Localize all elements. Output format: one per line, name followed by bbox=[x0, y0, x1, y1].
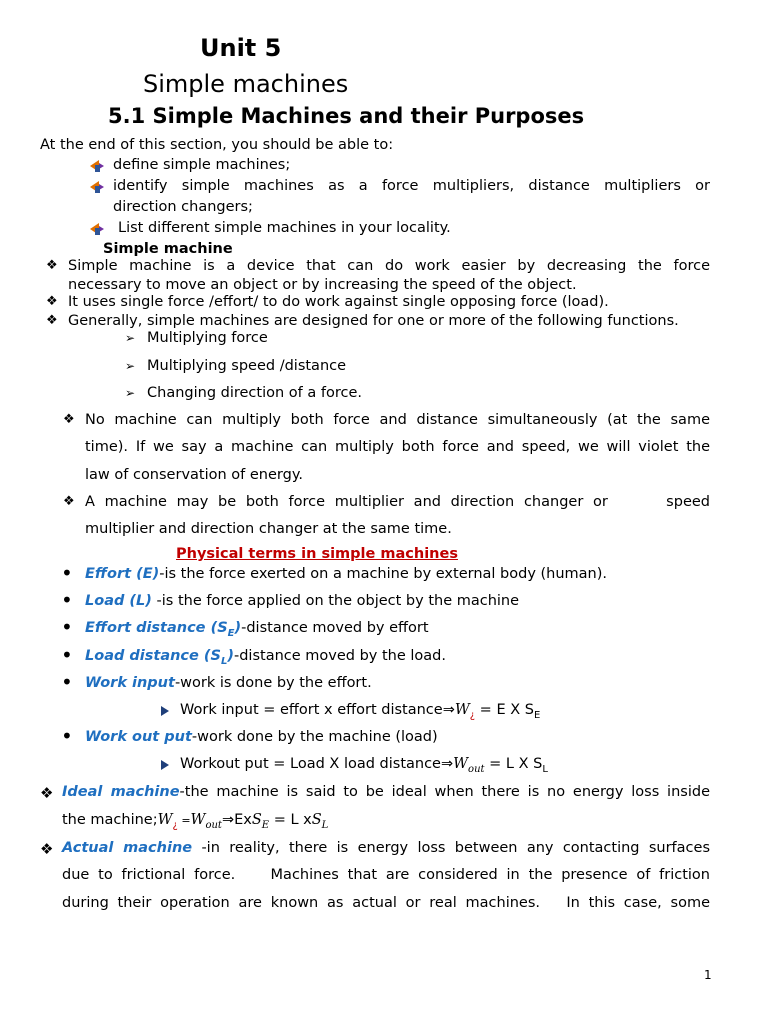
diamond-bullet-icon: ❖ bbox=[63, 494, 75, 509]
formula-variable: W bbox=[190, 812, 206, 828]
formula-subscript: L bbox=[321, 819, 329, 831]
equation-prefix: the machine; bbox=[62, 812, 158, 828]
formula-text: ⇒Ex bbox=[221, 812, 252, 828]
paragraph-line: multiplier and direction changer at the same time. bbox=[85, 521, 452, 537]
diamond-bullet-icon: ❖ bbox=[40, 840, 54, 858]
formula-variable: S bbox=[251, 812, 262, 828]
term-label: Load distance (S bbox=[85, 648, 221, 664]
unit-title: Unit 5 bbox=[200, 34, 282, 62]
formula-subscript: E bbox=[533, 709, 541, 721]
paragraph-line: during their operation are known as actual or real machines. In this case, some bbox=[62, 895, 710, 911]
formula-variable: W bbox=[157, 812, 173, 828]
term-label: Ideal machine bbox=[62, 784, 180, 800]
bullet-dot-icon: • bbox=[61, 643, 73, 667]
paragraph-line: law of conservation of energy. bbox=[85, 467, 303, 483]
term-label-close: ) bbox=[234, 620, 242, 636]
paragraph-line: time). If we say a machine can multiply both force and speed, we will violet the bbox=[85, 439, 710, 455]
formula-variable: W bbox=[453, 756, 469, 772]
terms-heading: Physical terms in simple machines bbox=[176, 546, 458, 562]
definition-line: necessary to move an object or by increasing the speed of the object. bbox=[68, 277, 577, 293]
formula-variable: S bbox=[311, 812, 322, 828]
arrowhead-bullet-icon: ➢ bbox=[125, 386, 136, 400]
term-label: Work out put bbox=[85, 729, 192, 745]
diamond-bullet-icon: ❖ bbox=[46, 313, 58, 328]
term-effort-distance bbox=[85, 618, 429, 644]
term-work-input bbox=[85, 673, 372, 693]
term-definition: -distance moved by effort bbox=[241, 620, 429, 636]
ideal-machine-line bbox=[62, 782, 710, 802]
term-label-close: ) bbox=[227, 648, 234, 664]
term-label: Effort distance (S bbox=[85, 620, 228, 636]
objective-item-cont: direction changers; bbox=[113, 199, 253, 215]
term-work-output bbox=[85, 727, 438, 747]
term-label: Work input bbox=[85, 675, 175, 691]
function-item: Multiplying speed /distance bbox=[147, 358, 347, 374]
formula-equals: = bbox=[177, 814, 191, 827]
definition-line: Generally, simple machines are designed for one or more of the following functions. bbox=[68, 313, 679, 329]
term-label: Load (L) bbox=[85, 593, 152, 609]
arrowhead-bullet-icon: ➢ bbox=[125, 331, 136, 345]
section-title: 5.1 Simple Machines and their Purposes bbox=[108, 104, 585, 128]
function-item: Multiplying force bbox=[147, 330, 268, 346]
term-definition: -work done by the machine (load) bbox=[191, 729, 438, 745]
arrow-bullet-icon bbox=[90, 160, 104, 172]
term-definition: -the machine is said to be ideal when there is no energy loss inside bbox=[179, 784, 710, 800]
paragraph-line: No machine can multiply both force and distance simultaneously (at the same bbox=[85, 412, 710, 428]
term-definition: -is the force exerted on a machine by external body (human). bbox=[159, 566, 608, 582]
objective-item: List different simple machines in your locality. bbox=[118, 220, 451, 236]
triangle-bullet-icon bbox=[161, 760, 169, 770]
term-label: Actual machine bbox=[62, 840, 193, 856]
function-item: Changing direction of a force. bbox=[147, 385, 362, 401]
formula-variable: W bbox=[454, 702, 470, 718]
term-definition: -in reality, there is energy loss between any contacting surfaces bbox=[192, 840, 710, 856]
bullet-dot-icon: • bbox=[61, 670, 73, 694]
objective-item: identify simple machines as a force multipliers, distance multipliers or bbox=[113, 178, 710, 194]
ideal-machine-equation bbox=[62, 810, 328, 836]
term-load-distance bbox=[85, 646, 446, 672]
formula-rhs: = L X S bbox=[484, 756, 543, 772]
definition-line: It uses single force /effort/ to do work against single opposing force (load). bbox=[68, 294, 609, 310]
term-definition: -is the force applied on the object by the machine bbox=[151, 593, 520, 609]
definition-line: Simple machine is a device that can do work easier by decreasing the force bbox=[68, 258, 710, 274]
paragraph-line: due to frictional force. Machines that are considered in the presence of friction bbox=[62, 867, 710, 883]
bullet-dot-icon: • bbox=[61, 561, 73, 585]
term-load bbox=[85, 591, 519, 611]
diamond-bullet-icon: ❖ bbox=[63, 412, 75, 427]
bullet-dot-icon: • bbox=[61, 724, 73, 748]
term-subscript: E bbox=[227, 627, 235, 639]
arrow-bullet-icon bbox=[90, 223, 104, 235]
work-output-formula bbox=[180, 754, 548, 780]
formula-text: Workout put = Load X load distance⇒ bbox=[180, 756, 454, 772]
page-number: 1 bbox=[704, 968, 712, 982]
paragraph-line: A machine may be both force multiplier and direction changer or speed bbox=[85, 494, 710, 510]
arrowhead-bullet-icon: ➢ bbox=[125, 359, 136, 373]
work-input-formula bbox=[180, 700, 540, 726]
bullet-dot-icon: • bbox=[61, 588, 73, 612]
formula-subscript: ¿ bbox=[172, 819, 178, 831]
formula-text: = L x bbox=[269, 812, 312, 828]
triangle-bullet-icon bbox=[161, 706, 169, 716]
bullet-dot-icon: • bbox=[61, 615, 73, 639]
objectives-intro: At the end of this section, you should be able to: bbox=[40, 137, 394, 153]
formula-subscript: L bbox=[542, 763, 548, 775]
diamond-bullet-icon: ❖ bbox=[46, 294, 58, 309]
chapter-title: Simple machines bbox=[143, 70, 349, 98]
formula-subscript: out bbox=[205, 819, 222, 831]
term-effort bbox=[85, 564, 607, 584]
term-definition: -distance moved by the load. bbox=[234, 648, 446, 664]
diamond-bullet-icon: ❖ bbox=[46, 258, 58, 273]
actual-machine-line bbox=[62, 838, 710, 858]
formula-subscript: ¿ bbox=[469, 709, 476, 721]
formula-subscript: E bbox=[261, 819, 270, 831]
diamond-bullet-icon: ❖ bbox=[40, 784, 54, 802]
term-subscript: L bbox=[220, 655, 228, 667]
formula-subscript: out bbox=[468, 763, 485, 775]
term-label: Effort (E) bbox=[85, 566, 160, 582]
arrow-bullet-icon bbox=[90, 181, 104, 193]
formula-rhs: = E X S bbox=[475, 702, 534, 718]
term-definition: -work is done by the effort. bbox=[174, 675, 372, 691]
objective-item: define simple machines; bbox=[113, 157, 291, 173]
simple-machine-heading: Simple machine bbox=[103, 241, 233, 257]
formula-text: Work input = effort x effort distance⇒ bbox=[180, 702, 455, 718]
